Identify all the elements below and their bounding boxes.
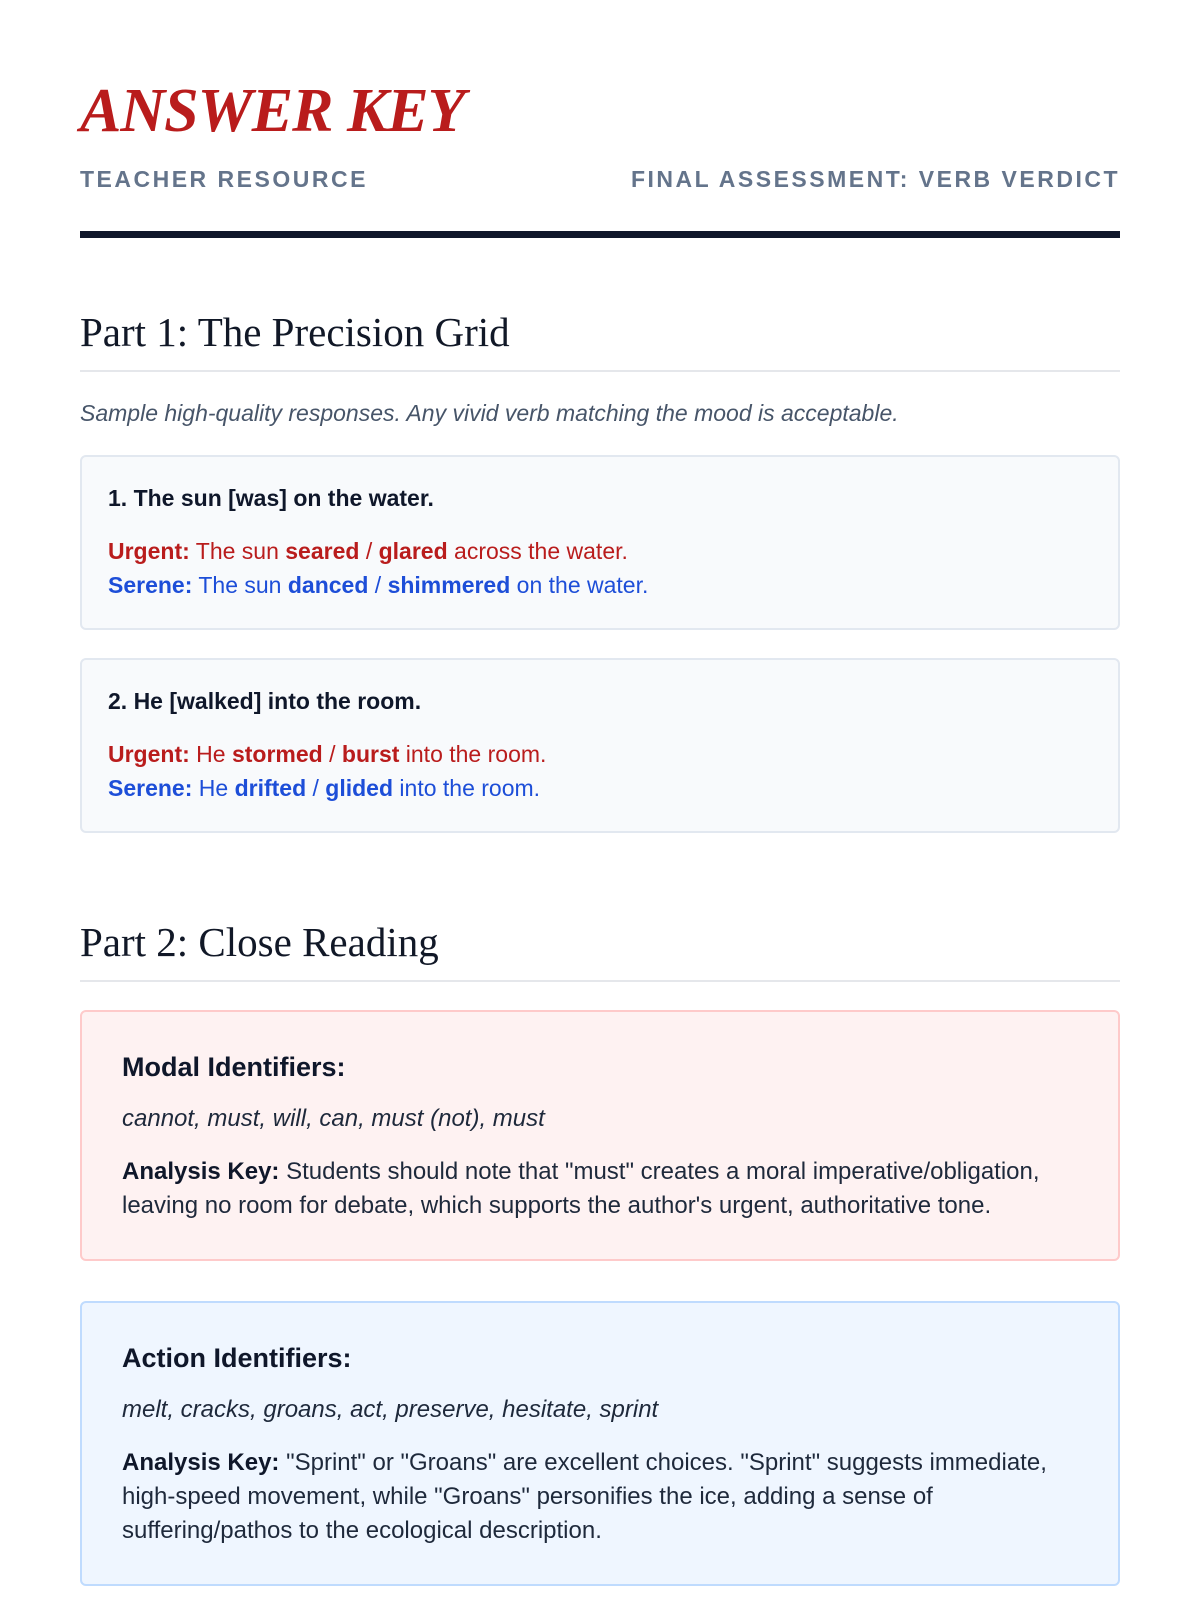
verb-option-1: seared <box>285 538 360 564</box>
precision-grid-item-1 <box>80 455 1120 630</box>
modal-identifiers-card <box>80 1010 1120 1261</box>
verb-separator: / <box>365 538 373 564</box>
serene-label: Serene: <box>108 775 193 801</box>
header-meta-row <box>80 166 1120 193</box>
analysis-key-label: Analysis Key: <box>122 1158 280 1185</box>
sentence-start: He <box>198 775 229 801</box>
analysis-key-text: "Sprint" or "Groans" are excellent choices. "Sprint" suggests immediate, high-speed movement, while "Groans" personifies the ice, adding a sense of suffering/pathos to the ecological description. <box>122 1449 1047 1544</box>
modal-analysis-key <box>122 1155 1078 1223</box>
verb-option-2: shimmered <box>387 572 511 598</box>
sentence-start: The sun <box>195 538 279 564</box>
verb-option-1: danced <box>287 572 369 598</box>
sentence-start: He <box>196 741 226 767</box>
action-identifier-list: melt, cracks, groans, act, preserve, hesitate, sprint <box>122 1396 659 1423</box>
sentence-start: The sun <box>198 572 282 598</box>
modal-identifier-list: cannot, must, will, can, must (not), must <box>122 1105 545 1132</box>
part1-heading: Part 1: The Precision Grid <box>80 308 1120 372</box>
serene-response <box>108 568 1092 602</box>
sentence-end: on the water. <box>516 572 649 598</box>
verb-separator: / <box>329 741 336 767</box>
verb-option-2: glided <box>325 775 394 801</box>
urgent-label: Urgent: <box>108 741 190 767</box>
urgent-response <box>108 737 1092 771</box>
verb-option-2: glared <box>378 538 448 564</box>
sentence-end: across the water. <box>454 538 628 564</box>
action-identifiers-card <box>80 1301 1120 1586</box>
urgent-response <box>108 534 1092 568</box>
part1-note: Sample high-quality responses. Any vivid verb matching the mood is acceptable. <box>80 400 899 426</box>
action-analysis-key <box>122 1446 1078 1548</box>
answer-key-page <box>80 0 1120 1586</box>
part2-heading: Part 2: Close Reading <box>80 918 1120 982</box>
document-title: ANSWER KEY <box>80 77 465 145</box>
serene-response <box>108 771 1092 805</box>
serene-label: Serene: <box>108 572 193 598</box>
verb-separator: / <box>374 572 382 598</box>
modal-identifiers-title: Modal Identifiers: <box>122 1052 346 1082</box>
grid-prompt: 1. The sun [was] on the water. <box>108 485 434 511</box>
sentence-end: into the room. <box>399 775 541 801</box>
urgent-label: Urgent: <box>108 538 190 564</box>
analysis-key-label: Analysis Key: <box>122 1449 280 1476</box>
verb-option-2: burst <box>341 741 400 767</box>
precision-grid-item-2 <box>80 658 1120 833</box>
action-identifiers-title: Action Identifiers: <box>122 1343 352 1373</box>
grid-prompt: 2. He [walked] into the room. <box>108 688 422 714</box>
verb-separator: / <box>312 775 319 801</box>
header-divider <box>80 231 1120 238</box>
assessment-name-label: FINAL ASSESSMENT: VERB VERDICT <box>630 166 1120 192</box>
analysis-key-text: Students should note that "must" creates a moral imperative/obligation, leaving no room for debate, which supports the author's urgent, authoritative tone. <box>122 1158 1040 1219</box>
teacher-resource-label: TEACHER RESOURCE <box>80 166 368 192</box>
verb-option-1: drifted <box>234 775 307 801</box>
sentence-end: into the room. <box>405 741 547 767</box>
verb-option-1: stormed <box>231 741 323 767</box>
